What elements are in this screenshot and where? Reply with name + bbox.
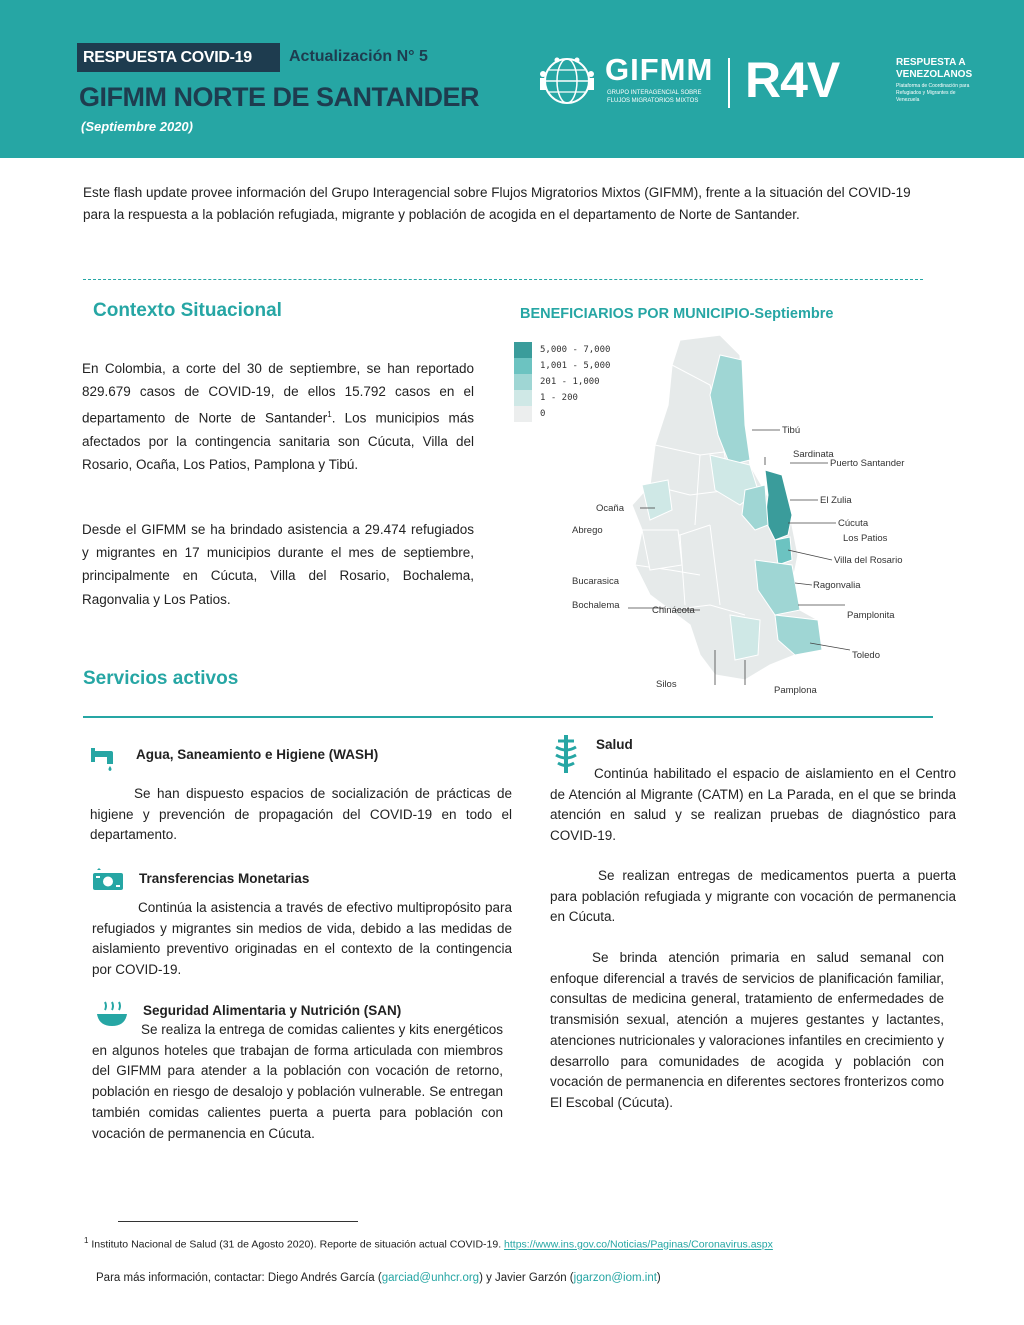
map-label-silos: Silos <box>656 679 677 690</box>
map-label-pamplona: Pamplona <box>774 685 817 696</box>
salud-text-3: Se brinda atención primaria en salud semanal con enfoque diferencial a través de servicios de planificación familiar, consultas de medicina general, tratamiento de enfermedades de transmisión sexual, atención a mujeres gestantes y lactantes, atenciones nutricionales y valoraciones infantiles en crecimiento y desarrollo para comunidades de acogida y población con vocación de permanencia en diferentes sectores fronterizos como El Escobal (Cúcuta). <box>550 950 944 1110</box>
map-label-cucuta: Cúcuta <box>838 518 869 529</box>
intro-paragraph: Este flash update provee información del Grupo Interagencial sobre Flujos Migratorios Mixtos (GIFMM), frente a la situación del COVID-19 para la respuesta a la población refugiada, migrante y población de acogida en el departamento de Norte de Santander. <box>83 185 911 222</box>
section-divider <box>83 279 923 280</box>
legend-label: 0 <box>540 409 546 419</box>
map-label-abrego: Abrego <box>572 525 603 536</box>
footnote-ref[interactable]: 1 <box>327 410 332 420</box>
footnote-number: 1 <box>84 1236 89 1245</box>
legend-label: 201 - 1,000 <box>540 377 600 387</box>
contexto-paragraph-1 <box>82 357 474 477</box>
gifmm-logo: GIFMM <box>605 52 714 87</box>
r4v-logo: R4V <box>745 52 840 108</box>
map-label-bochalema: Bochalema <box>572 600 620 611</box>
contact-email-garcia[interactable]: garciad@unhcr.org <box>381 1272 480 1284</box>
contact-middle: ) y Javier Garzón ( <box>479 1272 574 1284</box>
legend-label: 5,000 - 7,000 <box>540 345 611 355</box>
globe-people-icon <box>535 54 599 108</box>
legend-swatch <box>514 374 532 390</box>
municipality-map <box>560 325 930 700</box>
report-date: (Septiembre 2020) <box>81 119 193 134</box>
legend-swatch <box>514 358 532 374</box>
response-tag: RESPUESTA COVID-19 <box>77 43 280 72</box>
footnote-text: Instituto Nacional de Salud (31 de Agosto 2020). Reporte de situación actual COVID-19. <box>91 1238 505 1251</box>
legend-label: 1,001 - 5,000 <box>540 361 611 371</box>
wash-title: Agua, Saneamiento e Higiene (WASH) <box>136 747 379 762</box>
map-label-tibu: Tibú <box>782 425 801 436</box>
footnote <box>84 1236 773 1251</box>
section-divider <box>83 716 933 718</box>
salud-text-1: Continúa habilitado el espacio de aislamiento en el Centro de Atención al Migrante (CATM) en La Parada, en el que se brinda atención en salud y se realizan pruebas de diagnóstico para COVID-19. <box>550 766 956 844</box>
r4v-logo-title: RESPUESTA A VENEZOLANOS <box>896 57 973 80</box>
footnote-divider <box>118 1221 358 1222</box>
map-label-puerto-santander: Puerto Santander <box>830 458 905 469</box>
section-heading-servicios: Servicios activos <box>83 668 239 689</box>
map-label-chinacota: Chinácota <box>652 605 695 616</box>
map-label-bucarasica: Bucarasica <box>572 576 619 587</box>
legend-swatch <box>514 406 532 422</box>
r4v-logo-subtitle: Plataforma de Coordinación para Refugiados y Migrantes de Venezuela <box>896 83 970 103</box>
map-label-sardinata: Sardinata <box>793 449 834 460</box>
salud-title: Salud <box>596 737 633 752</box>
map-area-pamplona <box>730 615 760 660</box>
map-label-villa-rosario: Villa del Rosario <box>834 555 903 566</box>
contexto-paragraph-2: Desde el GIFMM se ha brindado asistencia a 29.474 refugiados y migrantes en 17 municipios durante el mes de septiembre, principalmente en Cúcuta, Villa del Rosario, Bochalema, Ragonvalia y Los Patios. <box>82 522 474 607</box>
map-area-villa-rosario <box>775 537 792 565</box>
gifmm-logo-subtitle: GRUPO INTERAGENCIAL SOBRE FLUJOS MIGRATORIOS MIXTOS <box>607 90 702 104</box>
contact-email-garzon[interactable]: jgarzon@iom.int <box>573 1272 657 1284</box>
map-label-los-patios: Los Patios <box>843 533 888 544</box>
map-title: BENEFICIARIOS POR MUNICIPIO-Septiembre <box>520 306 834 322</box>
cash-transfer-icon <box>91 868 125 894</box>
contact-line <box>96 1272 661 1284</box>
legend-label: 1 - 200 <box>540 393 578 403</box>
map-label-ocana: Ocaña <box>596 503 624 514</box>
wash-text: Se han dispuesto espacios de socialización de prácticas de higiene y prevención de propagación del COVID-19 en todo el departamento. <box>90 786 512 843</box>
contexto-text-a: En Colombia, a corte del 30 de septiembre, se han reportado 829.679 casos de COVID-19, de ellos 15.792 casos en el departamento de Norte de Santander <box>82 361 474 426</box>
san-text: Se realiza la entrega de comidas calientes y kits energéticos en algunos hoteles que trabajan de forma articulada con miembros del GIFMM para atender a la población con vocación de retorno, población en riesgo de desalojo y población vulnerable. Se entregan también comidas calientes puerta a puerta para población con vocación de permanencia en Cúcuta. <box>92 1022 503 1141</box>
update-number: Actualización N° 5 <box>289 48 428 65</box>
map-label-pamplonita: Pamplonita <box>847 610 895 621</box>
page-title: GIFMM NORTE DE SANTANDER <box>79 82 479 112</box>
water-tap-icon <box>89 742 125 772</box>
legend-swatch <box>514 390 532 406</box>
transferencias-title: Transferencias Monetarias <box>139 871 310 886</box>
san-title: Seguridad Alimentaria y Nutrición (SAN) <box>143 1003 402 1018</box>
map-label-el-zulia: El Zulia <box>820 495 852 506</box>
contact-prefix: Para más información, contactar: Diego Andrés García ( <box>96 1272 382 1284</box>
logo-divider <box>728 58 730 108</box>
legend-swatch <box>514 342 532 358</box>
header-banner <box>0 0 1024 158</box>
map-label-ragonvalia: Ragonvalia <box>813 580 861 591</box>
transferencias-text: Continúa la asistencia a través de efectivo multipropósito para refugiados y migrantes sin medios de vida, debido a las medidas de aislamiento preventivo originadas en el contexto de la contingencia por COVID-19. <box>92 900 512 978</box>
contact-suffix: ) <box>656 1272 661 1284</box>
map-label-toledo: Toledo <box>852 650 880 661</box>
section-heading-contexto: Contexto Situacional <box>93 300 282 321</box>
contexto-text-b: . Los municipios más afectados por la contingencia sanitaria son Cúcuta, Villa del Rosario, Ocaña, Los Patios, Pamplona y Tibú. <box>82 410 474 473</box>
salud-text-2: Se realizan entregas de medicamentos puerta a puerta para población refugiada y migrante con vocación de permanencia en Cúcuta. <box>550 868 956 925</box>
footnote-link[interactable]: https://www.ins.gov.co/Noticias/Paginas/Coronavirus.aspx <box>504 1238 773 1251</box>
